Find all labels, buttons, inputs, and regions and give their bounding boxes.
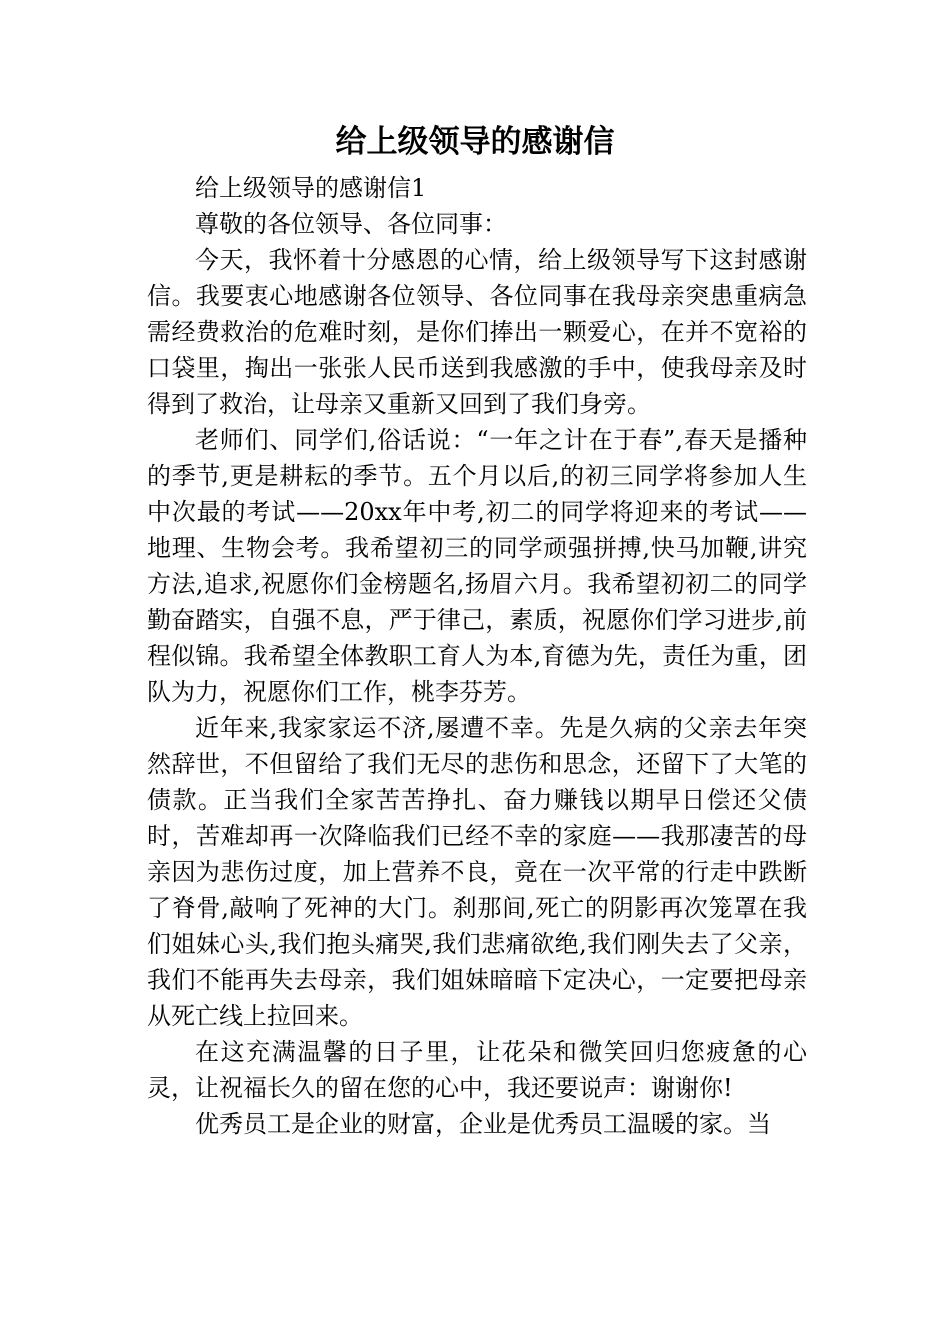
- subtitle-line: 给上级领导的感谢信1: [195, 174, 427, 202]
- document-title: 给上级领导的感谢信: [335, 124, 615, 160]
- paragraph: 今天，我怀着十分感恩的心情，给上级领导写下这封感谢信。我要衷心地感谢各位领导、各位同事在我母亲突患重病急需经费救治的危难时刻，是你们捧出一颗爱心，在并不宽裕的口袋里，掏出一张张人民币送到我感激的手中，使我母亲及时得到了救治，让母亲又重新又回到了我们身旁。: [147, 246, 807, 418]
- salutation: 尊敬的各位领导、各位同事：: [195, 210, 507, 238]
- paragraph: 老师们、同学们,俗话说：“一年之计在于春”,春天是播种的季节,更是耕耘的季节。五个月以后,的初三同学将参加人生中次最的考试——20xx年中考,初二的同学将迎来的考试——地理、生物会考。我希望初三的同学顽强拼搏,快马加鞭,讲究方法,追求,祝愿你们金榜题名,扬眉六月。我希望初初二的同学勤奋踏实，自强不息，严于律己，素质，祝愿你们学习进步,前程似锦。我希望全体教职工育人为本,育德为先，责任为重，团队为力，祝愿你们工作，桃李芬芳。: [147, 426, 807, 706]
- paragraph: 优秀员工是企业的财富，企业是优秀员工温暖的家。当: [195, 1110, 771, 1138]
- paragraph: 在这充满温馨的日子里，让花朵和微笑回归您疲惫的心灵，让祝福长久的留在您的心中，我还要说声：谢谢你!: [147, 1038, 807, 1102]
- document-body: [147, 170, 807, 1142]
- paragraph: 近年来,我家家运不济,屡遭不幸。先是久病的父亲去年突然辞世，不但留给了我们无尽的悲伤和思念，还留下了大笔的债款。正当我们全家苦苦挣扎、奋力赚钱以期早日偿还父债时，苦难却再一次降临我们已经不幸的家庭——我那凄苦的母亲因为悲伤过度，加上营养不良，竟在一次平常的行走中跌断了脊骨,敲响了死神的大门。刹那间,死亡的阴影再次笼罩在我们姐妹心头,我们抱头痛哭,我们悲痛欲绝,我们刚失去了父亲，我们不能再失去母亲，我们姐妹暗暗下定决心，一定要把母亲从死亡线上拉回来。: [147, 714, 807, 1030]
